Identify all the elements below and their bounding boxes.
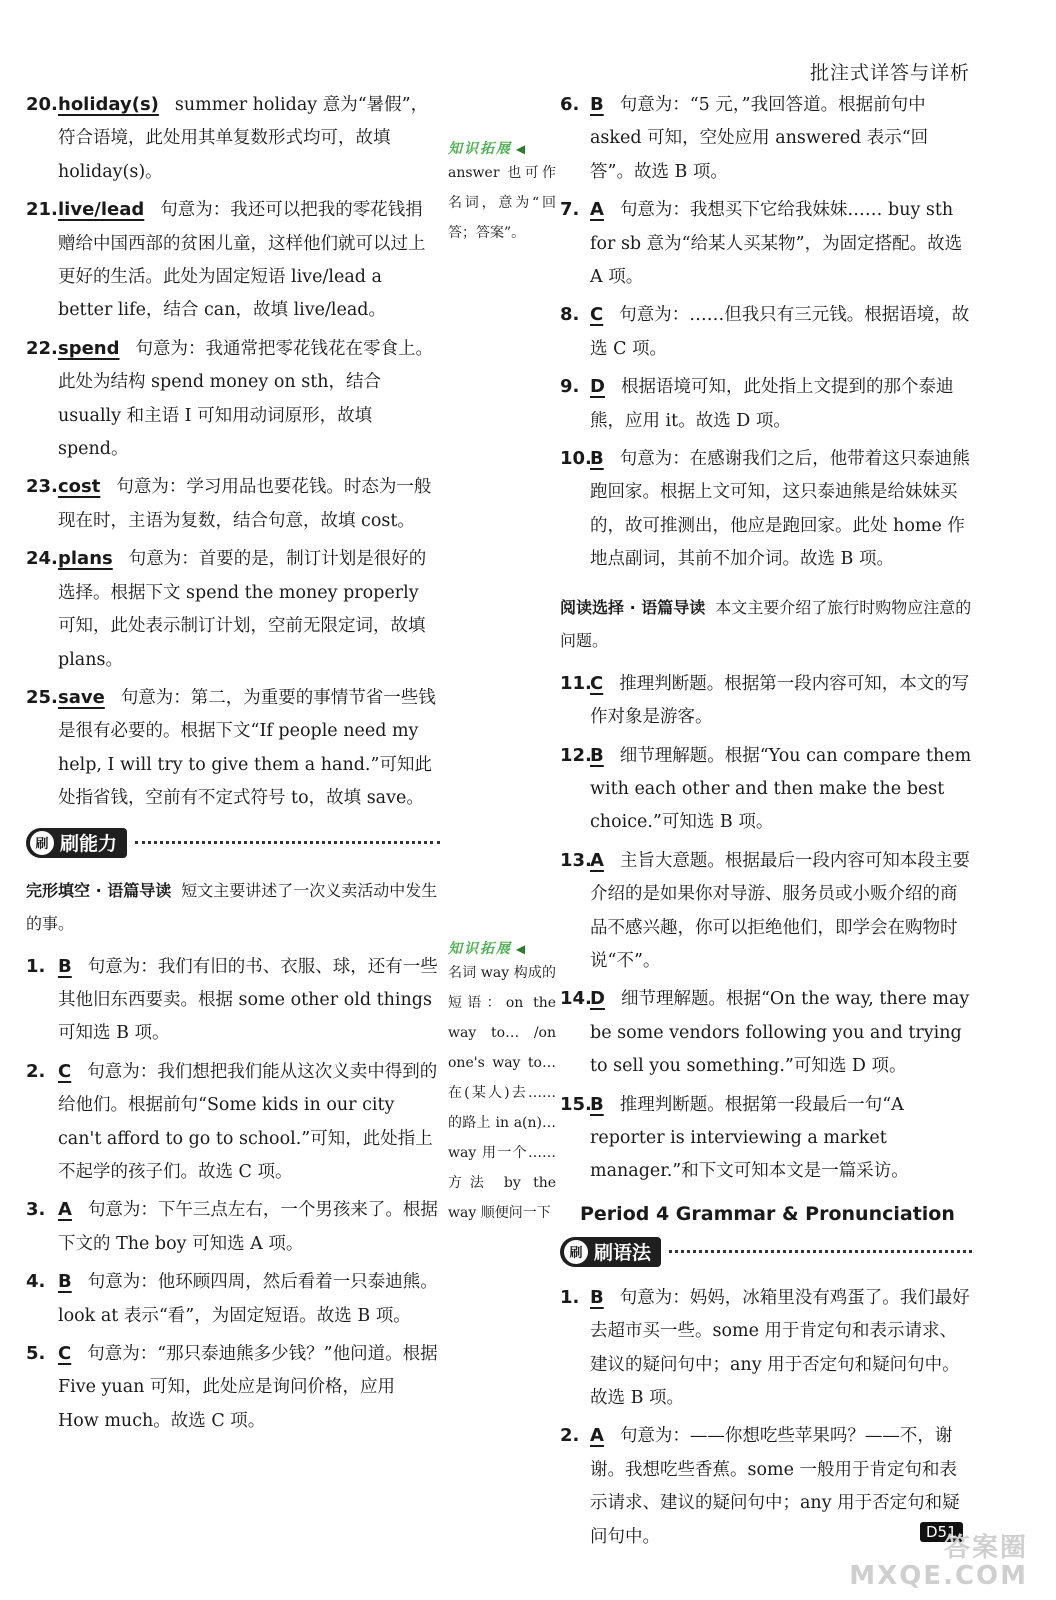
answer-item [26, 1265, 440, 1333]
explanation-text: 句意为：妈妈，冰箱里没有鸡蛋了。我们最好去超市买一些。some 用于肯定句和表示请求、建议的疑问句中；any 用于否定句和疑问句中。故选 B 项。 [590, 1287, 970, 1408]
knowledge-extension-1 [448, 138, 556, 248]
answer-key: D [590, 376, 605, 398]
answer-list-reading [560, 667, 972, 1189]
period-title: Period 4 Grammar & Pronunciation [580, 1202, 955, 1225]
explanation-text: 句意为：“5 元，”我回答道。根据前句中 asked 可知，空处应用 answered 表示“回答”。故选 B 项。 [590, 95, 929, 182]
item-number: 6. [560, 94, 580, 115]
answer-key: A [590, 1425, 604, 1447]
answer-item [26, 470, 440, 538]
answer-key: cost [58, 476, 101, 498]
item-number: 20. [26, 94, 58, 115]
answer-key: C [58, 1060, 72, 1082]
extension-text: 名词 way 构成的短语：on the way to… /on one's way to… 在(某人)去……的路上 in a(n)… way 用一个……方法 by the way 顺便问一下 [448, 965, 556, 1221]
item-number: 9. [560, 376, 580, 398]
explanation-text: 主旨大意题。根据最后一段内容可知本段主要介绍的是如果你对导游、服务员或小贩介绍的商品不感兴趣，你可以拒绝他们，即学会在购物时说“不”。 [590, 850, 970, 971]
answer-list-vocab [26, 88, 440, 816]
item-number: 14. [560, 988, 592, 1010]
explanation-text: 句意为：在感谢我们之后，他带着这只泰迪熊跑回家。根据上文可知，这只泰迪熊是给妹妹买的，故可推测出，他应是跑回家。此处 home 作地点副词，其前不加介词。故选 B 项。 [590, 449, 970, 570]
answer-key: C [58, 1343, 72, 1364]
answer-item [26, 88, 440, 189]
explanation-text: 句意为：我想买下它给我妹妹…… buy sth for sb 意为“给某人买某物”，为固定搭配。故选 A 项。 [590, 200, 963, 288]
answer-key: B [58, 1271, 72, 1293]
grammar-badge-label: 刷语法 [594, 1242, 652, 1265]
answer-item [560, 1281, 972, 1416]
cloze-guide [26, 874, 440, 940]
book-icon: 刷 [30, 831, 54, 855]
answer-item [26, 332, 440, 467]
answer-key: plans [58, 548, 113, 570]
ability-badge-label: 刷能力 [60, 833, 118, 856]
reading-guide-text: 本文主要介绍了旅行时购物应注意的问题。 [560, 597, 972, 650]
explanation-text: 推理判断题。根据第一段最后一句“A reporter is interviewing a market manager.”和下文可知本文是一篇采访。 [590, 1094, 909, 1182]
extension-title: 知识拓展 [448, 941, 512, 957]
extension-text: answer 也可作名词，意为“回答；答案”。 [448, 165, 556, 241]
answer-item [26, 950, 440, 1051]
explanation-text: 句意为：——你想吃些苹果吗？——不，谢谢。我想吃些香蕉。some 一般用于肯定句和表示请求、建议的疑问句中；any 用于否定句和疑问句中。 [590, 1426, 960, 1547]
answer-item [560, 982, 972, 1083]
answer-item [560, 667, 972, 735]
answer-key: A [590, 199, 604, 221]
reading-guide [560, 591, 972, 657]
watermark-line2: MXQE.COM [849, 1561, 1028, 1591]
item-number: 15. [560, 1093, 592, 1115]
reading-guide-label: 阅读选择 · 语篇导读 [560, 597, 706, 617]
explanation-text: 细节理解题。根据“You can compare them with each other and then make the best choice.”可知选 B 项。 [590, 745, 972, 833]
ability-badge [26, 828, 127, 858]
answer-item [26, 1055, 440, 1190]
explanation-text: 句意为：我通常把零花钱花在零食上。此处为结构 spend money on sth，结合 usually 和主语 I 可知用动词原形，故填 spend。 [58, 338, 434, 460]
grammar-badge [560, 1237, 661, 1267]
answer-list-cloze [26, 950, 440, 1439]
answer-item [26, 193, 440, 328]
answer-key: holiday(s) [58, 94, 159, 115]
item-number: 7. [560, 199, 580, 221]
answer-item [560, 298, 972, 366]
answer-key: spend [58, 337, 120, 359]
answer-item [560, 88, 972, 189]
dotted-divider [135, 841, 440, 844]
item-number: 1. [560, 1286, 580, 1308]
answer-item [26, 542, 440, 677]
extension-title: 知识拓展 [448, 141, 512, 157]
answer-list-cloze-cont [560, 88, 972, 577]
answer-key: live/lead [58, 199, 145, 221]
answer-item [560, 739, 972, 840]
explanation-text: 句意为：学习用品也要花钱。时态为一般现在时，主语为复数，结合句意，故填 cost。 [58, 477, 432, 531]
grammar-banner [560, 1235, 972, 1269]
explanation-text: summer holiday 意为“暑假”，符合语境，此处用其单复数形式均可，故填 holiday(s)。 [58, 95, 429, 182]
answer-item [560, 193, 972, 294]
answer-item [26, 681, 440, 816]
item-number: 8. [560, 304, 580, 326]
item-number: 2. [26, 1060, 46, 1082]
item-number: 13. [560, 849, 592, 871]
cloze-guide-label: 完形填空 · 语篇导读 [26, 880, 172, 900]
item-number: 21. [26, 199, 58, 221]
item-number: 1. [26, 955, 46, 977]
answer-key: B [590, 744, 604, 766]
answer-item [560, 844, 972, 979]
item-number: 23. [26, 476, 58, 498]
answer-item [560, 442, 972, 577]
item-number: 5. [26, 1343, 46, 1364]
item-number: 11. [560, 672, 592, 694]
ability-banner [26, 826, 440, 860]
answer-item [26, 1193, 440, 1261]
page-number: D51 [920, 1522, 963, 1542]
answer-key: B [590, 94, 604, 115]
item-number: 3. [26, 1199, 46, 1221]
page-header: 批注式详答与详析 [809, 62, 970, 84]
explanation-text: 句意为：……但我只有三元钱。根据语境，故选 C 项。 [590, 305, 970, 359]
book-icon: 刷 [564, 1240, 588, 1264]
explanation-text: 根据语境可知，此处指上文提到的那个泰迪熊，应用 it。故选 D 项。 [590, 377, 954, 431]
answer-list-grammar [560, 1281, 972, 1554]
watermark-line1: 答案圈 [943, 1533, 1028, 1563]
item-number: 10. [560, 448, 592, 470]
explanation-text: 句意为：下午三点左右，一个男孩来了。根据下文的 The boy 可知选 A 项。 [58, 1200, 438, 1254]
answer-key: B [590, 448, 604, 470]
item-number: 24. [26, 548, 58, 570]
answer-item [560, 370, 972, 438]
explanation-text: 细节理解题。根据“On the way, there may be some vendors following you and trying to sell you something.”可知选 D 项。 [590, 989, 970, 1077]
knowledge-extension-2 [448, 938, 556, 1228]
answer-item [26, 1337, 440, 1438]
answer-key: save [58, 686, 105, 708]
explanation-text: 句意为：我们有旧的书、衣服、球，还有一些其他旧东西要卖。根据 some other old things 可知选 B 项。 [58, 956, 438, 1044]
item-number: 22. [26, 337, 58, 359]
explanation-text: 句意为：首要的是，制订计划是很好的选择。根据下文 spend the money properly 可知，此处表示制订计划，空前无限定词，故填 plans。 [58, 549, 427, 670]
answer-key: B [58, 955, 72, 977]
explanation-text: 句意为：他环顾四周，然后看着一只泰迪熊。look at 表示“看”，为固定短语。故选 B 项。 [58, 1272, 438, 1326]
cloze-guide-text: 短文主要讲述了一次义卖活动中发生的事。 [26, 880, 438, 933]
item-number: 12. [560, 744, 592, 766]
answer-key: C [590, 304, 604, 326]
answer-key: A [590, 849, 604, 871]
explanation-text: 推理判断题。根据第一段内容可知，本文的写作对象是游客。 [590, 673, 970, 728]
arrow-icon: ◀ [512, 942, 526, 956]
item-number: 25. [26, 686, 58, 708]
dotted-divider [669, 1250, 972, 1253]
item-number: 4. [26, 1271, 46, 1293]
arrow-icon: ◀ [512, 142, 526, 156]
answer-key: C [590, 672, 604, 694]
explanation-text: 句意为：“那只泰迪熊多少钱？”他问道。根据 Five yuan 可知，此处应是询问价格，应用 How much。故选 C 项。 [58, 1344, 438, 1431]
explanation-text: 句意为：我们想把我们能从这次义卖中得到的给他们。根据前句“Some kids in our city can't afford to go to school.”可知，此处指上不起学的孩子们。故选 C 项。 [58, 1061, 438, 1182]
watermark [849, 1534, 1028, 1590]
answer-key: A [58, 1199, 72, 1221]
explanation-text: 句意为：我还可以把我的零花钱捐赠给中国西部的贫困儿童，这样他们就可以过上更好的生活。此处为固定短语 live/lead a better life，结合 can，故填 live/lead。 [58, 200, 426, 321]
left-column [26, 88, 440, 1442]
item-number: 2. [560, 1425, 580, 1447]
answer-item [560, 1088, 972, 1189]
right-column [560, 88, 972, 1558]
explanation-text: 句意为：第二，为重要的事情节省一些钱是很有必要的。根据下文“If people need my help, I will try to give them a hand.”可知此处指省钱，空前有不定式符号 to，故填 save。 [58, 687, 436, 809]
answer-key: B [590, 1093, 604, 1115]
answer-key: B [590, 1286, 604, 1308]
answer-key: D [590, 988, 605, 1010]
